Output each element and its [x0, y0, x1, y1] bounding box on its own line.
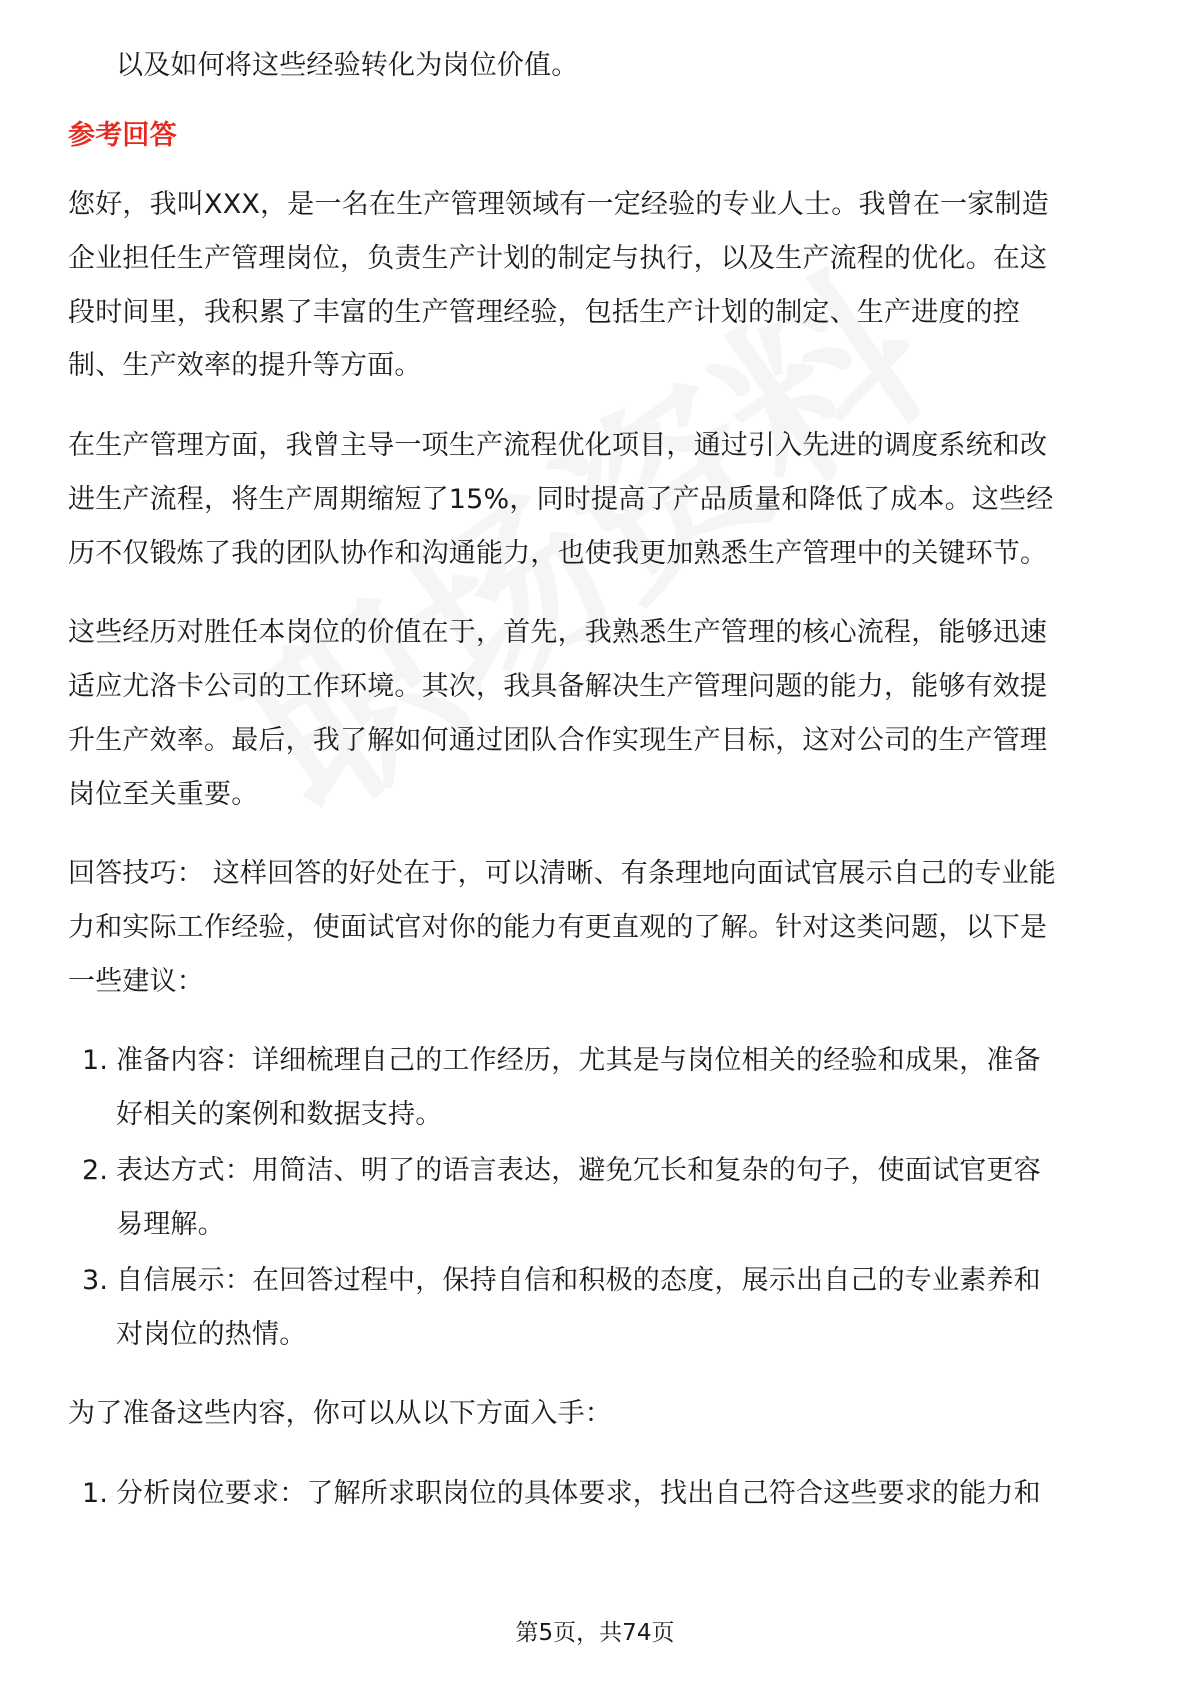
paragraph-line: 段时间里，我积累了丰富的生产管理经验，包括生产计划的制定、生产进度的控	[68, 297, 1020, 328]
paragraph-line: 力和实际工作经验，使面试官对你的能力有更直观的了解。针对这类问题，以下是	[68, 912, 1048, 943]
list-item-line: 易理解。	[116, 1209, 225, 1240]
paragraph-line: 一些建议：	[68, 966, 204, 997]
list-number: 1.	[82, 1045, 109, 1076]
list-number: 3.	[82, 1265, 109, 1296]
paragraph-line: 进生产流程，将生产周期缩短了15%，同时提高了产品质量和降低了成本。这些经	[68, 484, 1054, 515]
list-number: 2.	[82, 1155, 109, 1186]
paragraph-line: 回答技巧： 这样回答的好处在于，可以清晰、有条理地向面试官展示自己的专业能	[68, 858, 1056, 889]
paragraph-line: 企业担任生产管理岗位，负责生产计划的制定与执行，以及生产流程的优化。在这	[68, 243, 1048, 274]
intro-tail-text: 以及如何将这些经验转化为岗位价值。	[116, 50, 579, 81]
list-item-line: 准备内容：详细梳理自己的工作经历，尤其是与岗位相关的经验和成果，准备	[116, 1045, 1041, 1076]
paragraph-line: 升生产效率。最后，我了解如何通过团队合作实现生产目标，这对公司的生产管理	[68, 725, 1048, 756]
list-item-line: 表达方式：用简洁、明了的语言表达，避免冗长和复杂的句子，使面试官更容	[116, 1155, 1041, 1186]
paragraph-line: 您好，我叫XXX，是一名在生产管理领域有一定经验的专业人士。我曾在一家制造	[68, 189, 1049, 220]
list-item-line: 好相关的案例和数据支持。	[116, 1099, 443, 1130]
section-heading: 参考回答	[68, 120, 177, 151]
list-number: 1.	[82, 1478, 109, 1509]
page-footer: 第5页，共74页	[515, 1620, 675, 1646]
paragraph-line: 岗位至关重要。	[68, 779, 259, 810]
paragraph-line: 这些经历对胜任本岗位的价值在于，首先，我熟悉生产管理的核心流程，能够迅速	[68, 617, 1048, 648]
prep-intro-text: 为了准备这些内容，你可以从以下方面入手：	[68, 1398, 612, 1429]
list-item-line: 对岗位的热情。	[116, 1319, 307, 1350]
paragraph-line: 制、生产效率的提升等方面。	[68, 350, 422, 381]
list-item-line: 自信展示：在回答过程中，保持自信和积极的态度，展示出自己的专业素养和	[116, 1265, 1041, 1296]
paragraph-line: 历不仅锻炼了我的团队协作和沟通能力，也使我更加熟悉生产管理中的关键环节。	[68, 538, 1048, 569]
list-item-line: 分析岗位要求：了解所求职岗位的具体要求，找出自己符合这些要求的能力和	[116, 1478, 1041, 1509]
paragraph-line: 在生产管理方面，我曾主导一项生产流程优化项目，通过引入先进的调度系统和改	[68, 430, 1048, 461]
paragraph-line: 适应尤洛卡公司的工作环境。其次，我具备解决生产管理问题的能力，能够有效提	[68, 671, 1048, 702]
